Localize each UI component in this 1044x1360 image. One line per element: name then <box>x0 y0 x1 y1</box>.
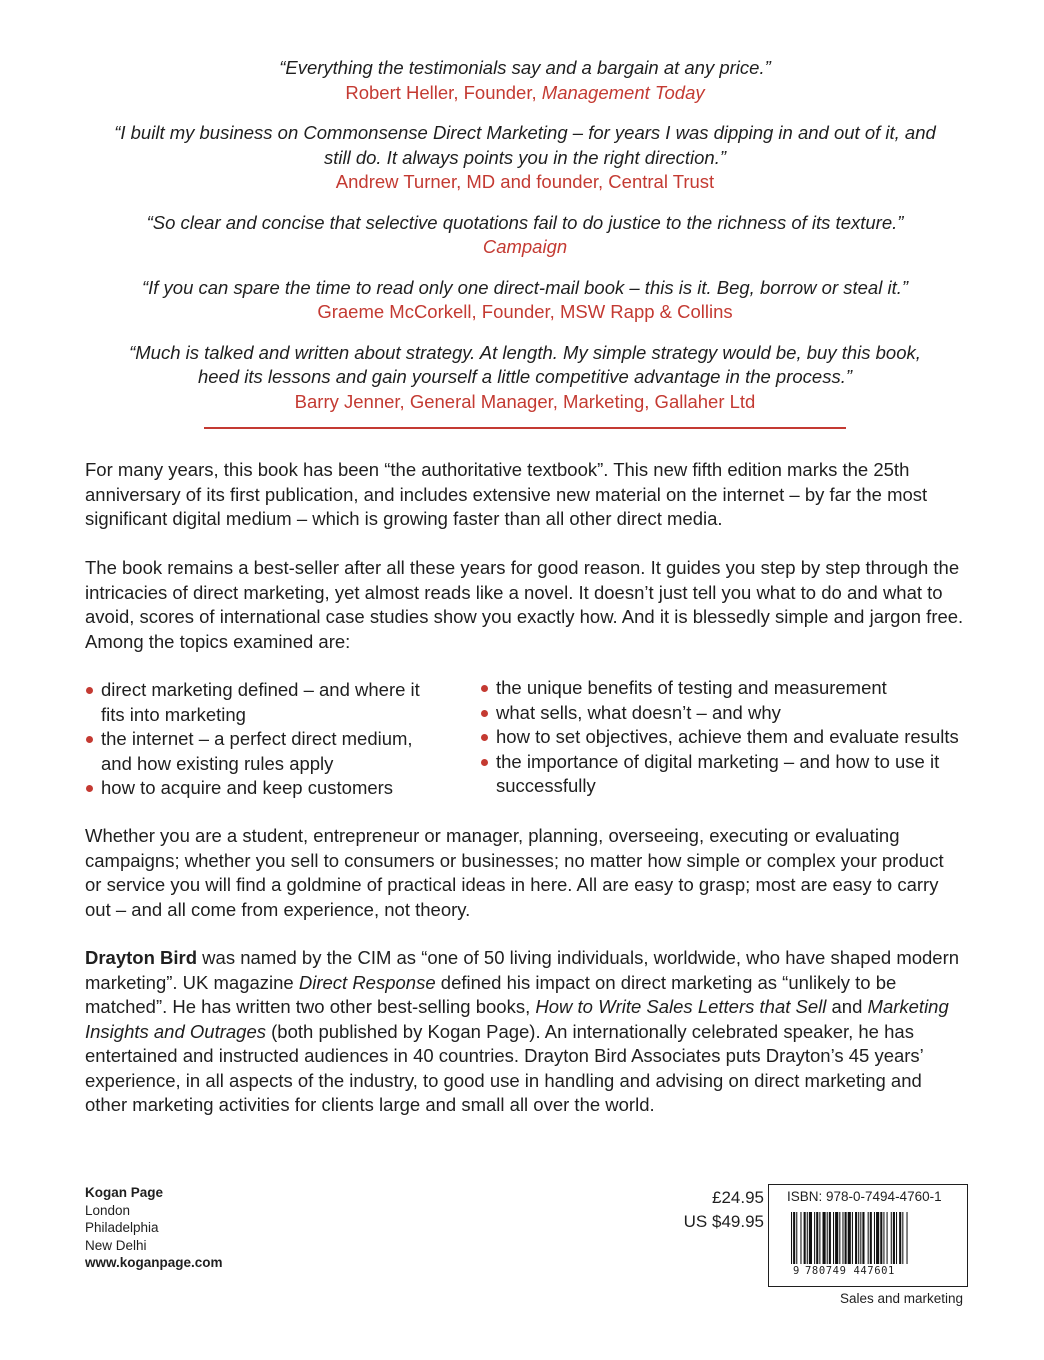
barcode-bar <box>899 1212 901 1264</box>
publisher-block <box>85 1184 223 1272</box>
bullet-icon <box>86 736 93 743</box>
list-item <box>480 676 985 701</box>
testimonial-2 <box>60 121 990 195</box>
bullet-icon <box>86 785 93 792</box>
price-block <box>640 1186 764 1234</box>
testimonial-4 <box>60 276 990 325</box>
barcode-icon <box>791 1212 951 1264</box>
barcode-bar <box>852 1212 853 1264</box>
barcode-bar <box>842 1212 843 1264</box>
bio-text: (both published by Kogan Page). An internationally celebrated speaker, he has entertained and instructed audiences in 40 countries. Drayton Bird Associates puts Drayton’s 45 years’ experience, in all aspects of the industry, to good use in handling and advising on direct marketing and other marketing activities for clients large and small all over the world. <box>85 1020 924 1115</box>
publisher-city: Philadelphia <box>85 1220 159 1235</box>
testimonial-quote: “So clear and concise that selective quotations fail to do justice to the richness of its texture.” <box>146 211 904 233</box>
barcode-bar <box>880 1212 882 1264</box>
barcode-bar <box>793 1212 795 1264</box>
publisher-name: Kogan Page <box>85 1185 164 1200</box>
testimonial-quote: “If you can spare the time to read only one direct-mail book – this is it. Beg, borrow or steal it.” <box>141 276 909 298</box>
testimonial-author: Robert Heller, Founder, <box>345 81 542 103</box>
list-item-text: how to set objectives, achieve them and evaluate results <box>496 726 959 747</box>
barcode-bar <box>823 1212 826 1264</box>
barcode-bar <box>858 1212 859 1264</box>
barcode-bar <box>814 1212 815 1264</box>
intro-paragraph: For many years, this book has been “the authoritative textbook”. This new fifth edition marks the 25th anniversary of its first publication, and includes extensive new material on the internet – by far the most significant digital medium – which is growing faster than all other direct media. <box>85 459 928 529</box>
bio-italic-title: Direct Response <box>298 971 436 993</box>
barcode-bar <box>907 1212 908 1264</box>
testimonial-author: Barry Jenner, General Manager, Marketing, Gallaher Ltd <box>294 390 756 412</box>
bio-text: and <box>826 996 868 1017</box>
barcode-bar <box>804 1212 806 1264</box>
barcode-bar <box>845 1212 847 1264</box>
isbn-label: ISBN: 978-0-7494-4760-1 <box>787 1189 942 1204</box>
barcode-bar <box>848 1212 851 1264</box>
testimonial-quote-line: heed its lessons and gain yourself a little competitive advantage in the process.” <box>197 366 853 387</box>
barcode-bar <box>819 1212 820 1264</box>
list-item-text: how to acquire and keep customers <box>101 777 394 798</box>
barcode-bar <box>855 1212 857 1264</box>
testimonial-publication: Management Today <box>541 81 705 103</box>
publisher-city: London <box>85 1202 131 1218</box>
barcode-bar <box>883 1212 884 1264</box>
barcode-bar <box>870 1212 872 1264</box>
testimonial-author: Graeme McCorkell, Founder, MSW Rapp & Collins <box>317 301 733 322</box>
list-item-text: direct marketing defined – and where it fits into marketing <box>101 679 420 725</box>
list-item-text: the unique benefits of testing and measurement <box>496 677 887 698</box>
barcode-bar <box>791 1212 792 1264</box>
barcode-box <box>768 1184 968 1287</box>
bio-text: was named by the CIM as “one of 50 living individuals, worldwide, who have shaped modern marketing”. UK magazine <box>85 947 960 993</box>
list-item <box>85 776 435 801</box>
list-item <box>85 678 435 727</box>
testimonial-quote-part: – for years I was dipping in and out of it, and <box>567 122 936 143</box>
barcode-bar <box>860 1212 861 1264</box>
barcode-bar <box>902 1212 903 1264</box>
category-label: Sales and marketing <box>840 1291 964 1306</box>
topics-column-right <box>480 676 985 799</box>
barcode-bar <box>876 1212 879 1264</box>
bullet-icon <box>481 710 488 717</box>
barcode-bar <box>862 1212 864 1264</box>
testimonial-quote-line: “Much is talked and written about strategy. At length. My simple strategy would be, buy this book, <box>129 341 921 363</box>
price-gbp: £24.95 <box>712 1188 764 1207</box>
barcode-bar <box>807 1212 808 1264</box>
testimonial-1 <box>60 56 990 105</box>
barcode-bar <box>874 1212 875 1264</box>
barcode-bar <box>809 1212 812 1264</box>
testimonial-quote-line <box>60 121 990 146</box>
author-bio <box>85 946 965 1118</box>
testimonial-attribution <box>60 81 990 106</box>
list-item-text: the internet – a perfect direct medium, and how existing rules apply <box>101 728 413 774</box>
bio-italic-title: Marketing Insights and Outrages <box>85 996 949 1042</box>
testimonial-quote-part: “I built my business on Commonsense Direct Marketing <box>114 122 568 143</box>
barcode-bar <box>887 1212 888 1264</box>
barcode-bar <box>816 1212 818 1264</box>
list-item <box>480 750 985 799</box>
audience-paragraph: Whether you are a student, entrepreneur or manager, planning, overseeing, executing or evaluating campaigns; whether you sell to consumers or businesses; no matter how simple or complex your product or service you will find a goldmine of practical ideas in here. All are easy to grasp; most are easy to carry out – and all come from experience, not theory. <box>85 825 944 920</box>
list-item <box>85 727 435 776</box>
publisher-city: New Delhi <box>85 1237 147 1253</box>
barcode-bar <box>835 1212 838 1264</box>
topics-column-left <box>85 678 435 801</box>
bullet-icon <box>481 734 488 741</box>
barcode-bar <box>800 1212 801 1264</box>
barcode-bar <box>833 1212 834 1264</box>
author-name: Drayton Bird <box>85 947 198 968</box>
testimonial-quote: “Everything the testimonials say and a bargain at any price.” <box>279 57 771 78</box>
barcode-bar <box>827 1212 828 1264</box>
barcode-first-digit: 9 <box>793 1265 800 1277</box>
bio-text: defined his impact on direct marketing as “unlikely to be matched”. He has written two other best-selling books, <box>85 971 897 1017</box>
barcode-bar <box>839 1212 840 1264</box>
barcode-bar <box>829 1212 831 1264</box>
description-paragraph: The book remains a best-seller after all these years for good reason. It guides you step by step through the intricacies of direct marketing, yet almost reads like a novel. It doesn’t just tell you what to do and what to avoid, scores of international case studies show you exactly how. And it is blessedly simple and jargon free. Among the topics examined are: <box>85 557 964 652</box>
barcode-bar <box>891 1212 892 1264</box>
barcode-bar <box>893 1212 895 1264</box>
topics-list <box>85 676 985 806</box>
list-item <box>480 701 985 726</box>
divider-rule <box>204 427 846 429</box>
bullet-icon <box>481 759 488 766</box>
testimonial-5 <box>60 341 990 415</box>
list-item-text: the importance of digital marketing – and how to use it successfully <box>496 750 940 796</box>
testimonial-quote-line: still do. It always points you in the right direction.” <box>323 146 727 168</box>
testimonial-publication: Campaign <box>482 236 568 257</box>
testimonials-section <box>60 56 990 430</box>
price-usd: US $49.95 <box>683 1212 764 1231</box>
testimonial-3 <box>60 211 990 260</box>
list-item-text: what sells, what doesn’t – and why <box>496 701 781 723</box>
barcode-digits: 780749 447601 <box>805 1265 895 1277</box>
barcode-bar <box>796 1212 797 1264</box>
barcode-bar <box>896 1212 897 1264</box>
bio-italic-title: How to Write Sales Letters that Sell <box>535 996 827 1017</box>
bullet-icon <box>481 685 488 692</box>
publisher-website[interactable]: www.koganpage.com <box>85 1255 223 1270</box>
list-item <box>480 725 985 750</box>
testimonial-author: Andrew Turner, MD and founder, Central Trust <box>335 171 715 192</box>
barcode-bar <box>868 1212 869 1264</box>
bullet-icon <box>86 687 93 694</box>
